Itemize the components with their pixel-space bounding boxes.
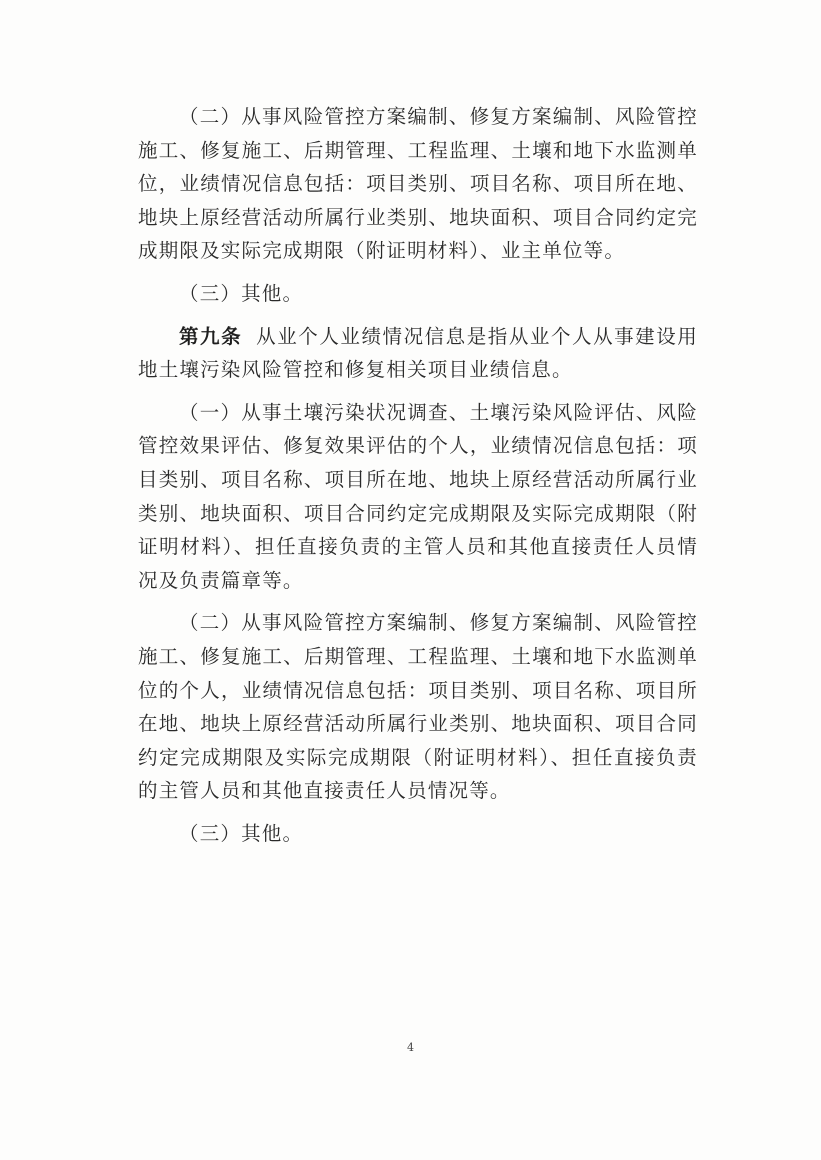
paragraph-individual-performance-item-1: （一）从事土壤污染状况调查、土壤污染风险评估、风险管控效果评估、修复效果评估的个人，业绩情况信息包括：项目类别、项目名称、项目所在地、地块上原经营活动所属行业类别、地块面积、项目合同约定完成期限及实际完成期限（附证明材料）、担任直接负责的主管人员和其他直接责任人员情况及负责篇章等。 xyxy=(138,400,698,592)
paragraph-article-9 xyxy=(138,320,698,387)
paragraph-individual-performance-item-2: （二）从事风险管控方案编制、修复方案编制、风险管控施工、修复施工、后期管理、工程监理、土壤和地下水监测单位的个人，业绩情况信息包括：项目类别、项目名称、项目所在地、地块上原经营活动所属行业类别、地块面积、项目合同约定完成期限及实际完成期限（附证明材料）、担任直接负责的主管人员和其他直接责任人员情况等。 xyxy=(138,611,698,803)
paragraph-unit-performance-item-2: （二）从事风险管控方案编制、修复方案编制、风险管控施工、修复施工、后期管理、工程监理、土壤和地下水监测单位，业绩情况信息包括：项目类别、项目名称、项目所在地、地块上原经营活动所属行业类别、地块面积、项目合同约定完成期限及实际完成期限（附证明材料）、业主单位等。 xyxy=(138,105,698,263)
paragraph-unit-performance-item-3: （三）其他。 xyxy=(179,281,304,305)
article-heading: 第九条 xyxy=(179,324,243,348)
page-number: 4 xyxy=(407,1041,414,1054)
document-body xyxy=(138,100,698,850)
paragraph-individual-performance-item-3: （三）其他。 xyxy=(179,821,304,845)
article-9-text: 从业个人业绩情况信息是指从业个人从事建设用地土壤污染风险管控和修复相关项目业绩信息。 xyxy=(138,324,698,382)
